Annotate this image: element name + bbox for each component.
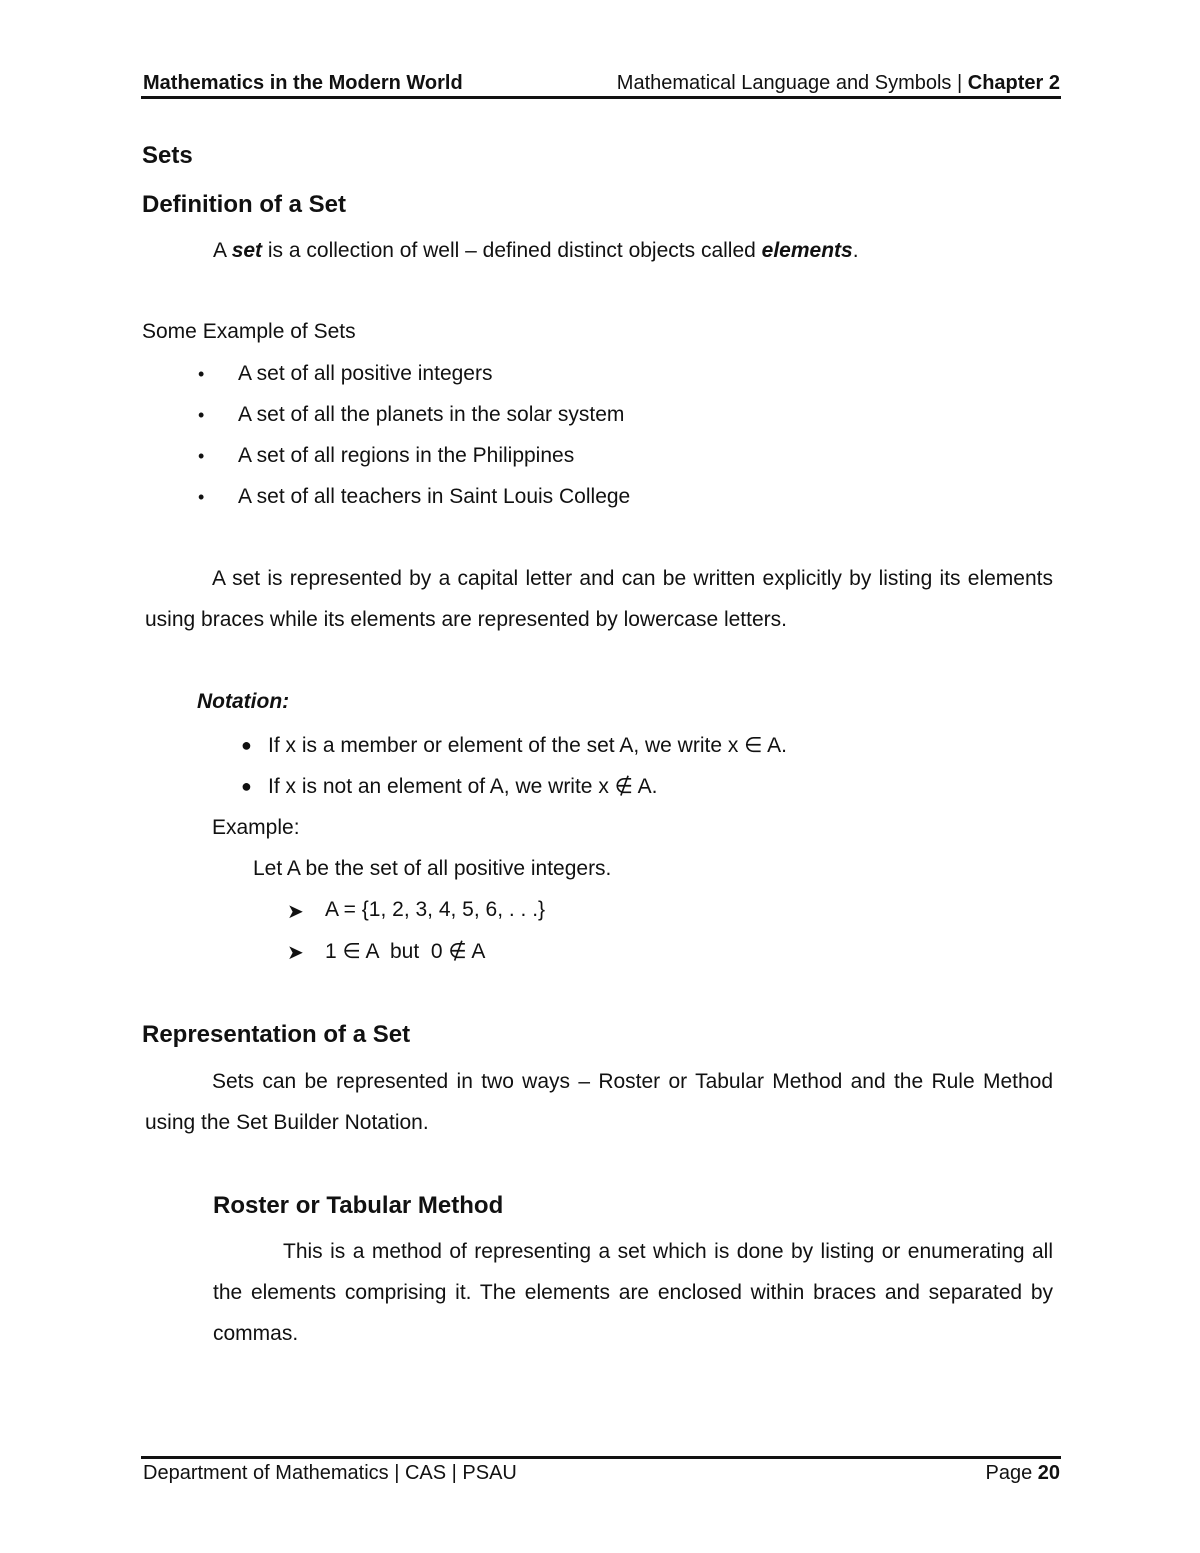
arrow-bullet-icon: ➤ — [287, 942, 304, 964]
representation-heading: Representation of a Set — [142, 1021, 411, 1048]
list-item: A set of all positive integers — [238, 362, 493, 385]
bullet-icon: • — [198, 487, 205, 507]
bullet-icon: ● — [241, 776, 252, 796]
notation-item: If x is not an element of A, we write x ∉ A. — [268, 775, 658, 798]
representation-ways-paragraph: Sets can be represented in two ways – Roster or Tabular Method and the Rule Method using the Set Builder Notation. — [145, 1070, 1053, 1134]
definition-mid: is a collection of well – defined distinct objects called — [262, 239, 762, 262]
notation-item: If x is a member or element of the set A, we write x ∈ A. — [268, 734, 787, 757]
header-rule — [141, 96, 1061, 99]
definition-post: . — [852, 239, 859, 262]
definition-heading: Definition of a Set — [142, 191, 346, 218]
roster-heading: Roster or Tabular Method — [213, 1192, 504, 1219]
list-item: A set of all the planets in the solar system — [238, 403, 625, 426]
bullet-icon: ● — [241, 735, 252, 755]
header-chapter-number: Chapter 2 — [967, 72, 1060, 94]
examples-heading: Some Example of Sets — [142, 320, 356, 343]
notation-label: Notation: — [197, 690, 290, 713]
list-item: A set of all teachers in Saint Louis College — [238, 485, 631, 508]
arrow-bullet-icon: ➤ — [287, 901, 304, 923]
footer-page-label: Page — [985, 1462, 1038, 1484]
footer-page-number: 20 — [1037, 1462, 1060, 1484]
example-label: Example: — [212, 816, 300, 839]
footer-department: Department of Mathematics | CAS | PSAU — [143, 1462, 517, 1484]
bullet-icon: • — [198, 446, 205, 466]
definition-pre: A — [213, 239, 232, 262]
roster-paragraph: This is a method of representing a set which is done by listing or enumerating all the elements comprising it. The elements are enclosed within braces and separated by commas. — [213, 1240, 1053, 1345]
header-course-title: Mathematics in the Modern World — [143, 72, 463, 94]
definition-sentence — [213, 239, 859, 263]
bullet-icon: • — [198, 364, 205, 384]
footer-rule — [141, 1456, 1061, 1459]
sets-heading: Sets — [142, 142, 193, 169]
header-chapter-title — [617, 72, 1060, 95]
definition-term-set: set — [231, 239, 263, 262]
definition-term-elements: elements — [761, 239, 853, 262]
representation-paragraph: A set is represented by a capital letter and can be written explicitly by listing its elements using braces while its elements are represented by lowercase letters. — [145, 567, 1053, 631]
list-item: A set of all regions in the Philippines — [238, 444, 575, 467]
example-item: A = {1, 2, 3, 4, 5, 6, . . .} — [325, 898, 546, 921]
header-chapter-text: Mathematical Language and Symbols | — [616, 72, 968, 94]
example-item: 1 ∈ A but 0 ∉ A — [325, 940, 486, 963]
example-intro: Let A be the set of all positive integers. — [253, 857, 612, 880]
footer-page — [985, 1462, 1060, 1485]
bullet-icon: • — [198, 405, 205, 425]
